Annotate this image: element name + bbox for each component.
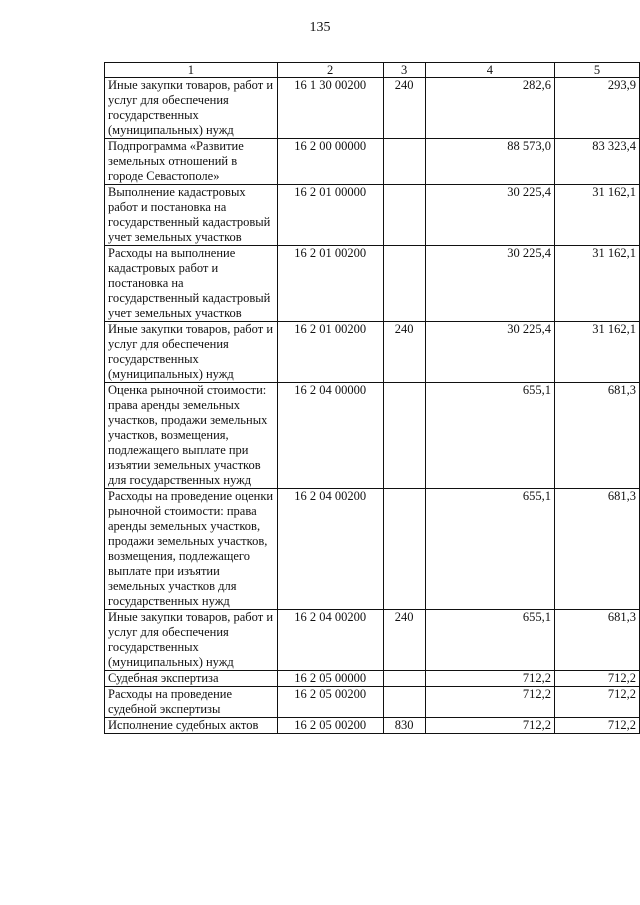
row-code-cell: 16 2 04 00200 <box>277 610 383 671</box>
row-value-2025-cell: 712,2 <box>425 671 554 687</box>
row-code-cell: 16 2 05 00200 <box>277 718 383 734</box>
row-expense-type-cell <box>383 246 425 322</box>
row-code-cell: 16 2 01 00000 <box>277 185 383 246</box>
table-row <box>105 718 640 734</box>
row-value-2025-cell: 655,1 <box>425 383 554 489</box>
row-value-2026-cell: 712,2 <box>554 718 639 734</box>
table-body <box>105 78 640 734</box>
row-name-cell: Расходы на проведение судебной экспертизы <box>105 687 278 718</box>
row-value-2026-cell: 712,2 <box>554 671 639 687</box>
row-name-cell: Выполнение кадастровых работ и постановка на государственный кадастровый учет земельных участков <box>105 185 278 246</box>
row-expense-type-cell <box>383 489 425 610</box>
page-number: 135 <box>309 20 331 35</box>
row-name-cell: Расходы на выполнение кадастровых работ и постановка на государственный кадастровый учет земельных участков <box>105 246 278 322</box>
row-value-2025-cell: 712,2 <box>425 718 554 734</box>
row-expense-type-cell: 240 <box>383 610 425 671</box>
row-code-cell: 16 2 01 00200 <box>277 322 383 383</box>
row-value-2026-cell: 681,3 <box>554 383 639 489</box>
row-value-2026-cell: 712,2 <box>554 687 639 718</box>
table-row <box>105 489 640 610</box>
row-value-2026-cell: 293,9 <box>554 78 639 139</box>
row-code-cell: 16 2 05 00000 <box>277 671 383 687</box>
budget-table <box>104 62 640 734</box>
row-expense-type-cell: 830 <box>383 718 425 734</box>
row-value-2025-cell: 712,2 <box>425 687 554 718</box>
row-value-2026-cell: 31 162,1 <box>554 322 639 383</box>
column-header: 4 <box>425 63 554 78</box>
row-value-2026-cell: 83 323,4 <box>554 139 639 185</box>
row-name-cell: Оценка рыночной стоимости: права аренды земельных участков, продажи земельных участков, возмещения, подлежащего выплате при изъятии земельных участков для государственных нужд <box>105 383 278 489</box>
row-code-cell: 16 2 05 00200 <box>277 687 383 718</box>
row-expense-type-cell <box>383 383 425 489</box>
row-value-2025-cell: 282,6 <box>425 78 554 139</box>
row-code-cell: 16 1 30 00200 <box>277 78 383 139</box>
row-value-2025-cell: 88 573,0 <box>425 139 554 185</box>
table-row <box>105 383 640 489</box>
row-value-2026-cell: 681,3 <box>554 489 639 610</box>
row-expense-type-cell <box>383 185 425 246</box>
row-value-2025-cell: 655,1 <box>425 489 554 610</box>
row-name-cell: Иные закупки товаров, работ и услуг для обеспечения государственных (муниципальных) нужд <box>105 78 278 139</box>
row-code-cell: 16 2 04 00000 <box>277 383 383 489</box>
row-value-2025-cell: 655,1 <box>425 610 554 671</box>
row-name-cell: Исполнение судебных актов <box>105 718 278 734</box>
row-name-cell: Судебная экспертиза <box>105 671 278 687</box>
row-expense-type-cell <box>383 687 425 718</box>
row-value-2026-cell: 31 162,1 <box>554 185 639 246</box>
table-row <box>105 246 640 322</box>
table-row <box>105 78 640 139</box>
table-row <box>105 139 640 185</box>
row-expense-type-cell <box>383 139 425 185</box>
column-header: 5 <box>554 63 639 78</box>
column-header: 2 <box>277 63 383 78</box>
table-row <box>105 185 640 246</box>
row-expense-type-cell: 240 <box>383 322 425 383</box>
table-row <box>105 610 640 671</box>
row-value-2025-cell: 30 225,4 <box>425 322 554 383</box>
row-code-cell: 16 2 01 00200 <box>277 246 383 322</box>
row-name-cell: Иные закупки товаров, работ и услуг для обеспечения государственных (муниципальных) нужд <box>105 322 278 383</box>
row-value-2025-cell: 30 225,4 <box>425 185 554 246</box>
row-expense-type-cell <box>383 671 425 687</box>
row-expense-type-cell: 240 <box>383 78 425 139</box>
row-name-cell: Подпрограмма «Развитие земельных отношений в городе Севастополе» <box>105 139 278 185</box>
row-name-cell: Иные закупки товаров, работ и услуг для обеспечения государственных (муниципальных) нужд <box>105 610 278 671</box>
column-header: 1 <box>105 63 278 78</box>
table-row <box>105 671 640 687</box>
table-header-row <box>105 63 640 78</box>
row-value-2026-cell: 681,3 <box>554 610 639 671</box>
row-value-2026-cell: 31 162,1 <box>554 246 639 322</box>
row-name-cell: Расходы на проведение оценки рыночной стоимости: права аренды земельных участков, продажи земельных участков, возмещения, подлежащего выплате при изъятии земельных участков для государственных нужд <box>105 489 278 610</box>
table-row <box>105 322 640 383</box>
row-code-cell: 16 2 00 00000 <box>277 139 383 185</box>
column-header: 3 <box>383 63 425 78</box>
row-code-cell: 16 2 04 00200 <box>277 489 383 610</box>
table-row <box>105 687 640 718</box>
row-value-2025-cell: 30 225,4 <box>425 246 554 322</box>
